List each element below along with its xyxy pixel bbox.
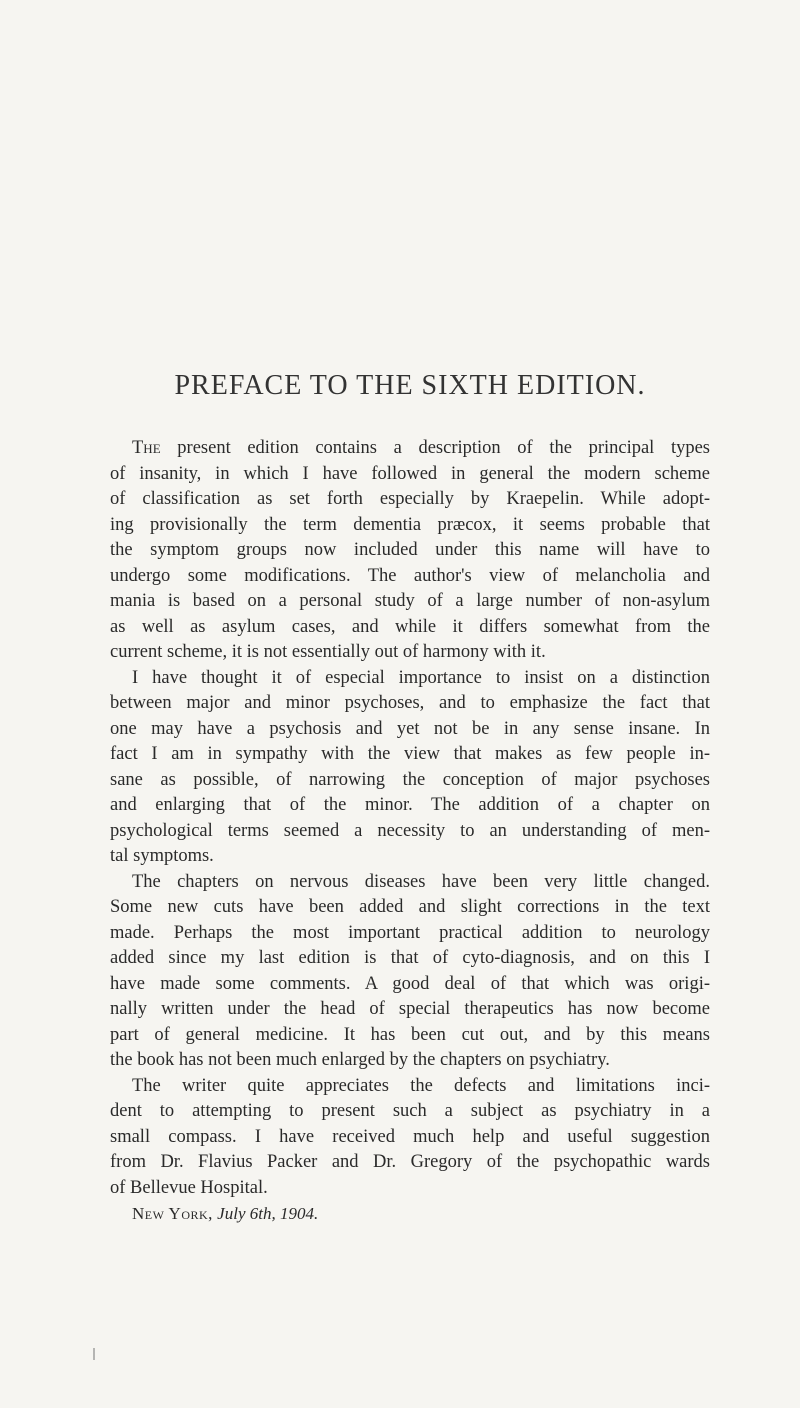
paragraph-3-line-4: added since my last edition is that of cyto-diagnosis, and on this I: [110, 948, 710, 968]
paragraph-2-line-8: tal symptoms.: [110, 846, 214, 866]
paragraph-1-line-6: undergo some modifications. The author's view of melancholia and: [110, 565, 710, 586]
paragraph-4-line-2: dent to attempting to present such a subject as psychiatry in a: [110, 1101, 710, 1121]
paragraph-4-line-5: of Bellevue Hospital.: [110, 1177, 268, 1198]
paragraph-2-line-7: psychological terms seemed a necessity to an understanding of men-: [110, 820, 710, 841]
paragraph-1-line-3: of classification as set forth especially by Kraepelin. While adopt-: [110, 489, 710, 509]
paragraph-2-line-4: fact I am in sympathy with the view that makes as few people in-: [110, 744, 710, 764]
scan-speck: [93, 1348, 95, 1360]
paragraph-1-line-7: mania is based on a personal study of a large number of non-asylum: [110, 591, 710, 611]
paragraph-1-line-5: the symptom groups now included under this name will have to: [110, 540, 710, 560]
paragraph-1-line-8: as well as asylum cases, and while it differs somewhat from the: [110, 616, 710, 637]
paragraph-4-line-4: from Dr. Flavius Packer and Dr. Gregory of the psychopathic wards: [110, 1152, 710, 1172]
paragraph-3-line-3: made. Perhaps the most important practical addition to neurology: [110, 922, 710, 943]
paragraph-4-line-1: The writer quite appreciates the defects and limitations inci-: [132, 1075, 710, 1096]
paragraph-2-line-2: between major and minor psychoses, and to emphasize the fact that: [110, 693, 710, 713]
paragraph-3-line-1: The chapters on nervous diseases have been very little changed.: [132, 871, 710, 892]
paragraph-2-line-6: and enlarging that of the minor. The addition of a chapter on: [110, 795, 710, 815]
signoff-date: July 6th, 1904.: [217, 1204, 319, 1223]
paragraph-2-line-5: sane as possible, of narrowing the conception of major psychoses: [110, 769, 710, 790]
paragraph-3-line-7: part of general medicine. It has been cut out, and by this means: [110, 1024, 710, 1045]
paragraph-1-line-1: The present edition contains a description of the principal types: [132, 438, 711, 458]
preface-body: [110, 436, 710, 1227]
paragraph-2-line-1: I have thought it of especial importance to insist on a distinction: [132, 667, 710, 688]
lead-word: The: [132, 438, 161, 458]
paragraph-1-line-2: of insanity, in which I have followed in general the modern scheme: [110, 463, 710, 484]
paragraph-2-line-3: one may have a psychosis and yet not be in any sense insane. In: [110, 718, 710, 739]
signoff: [110, 1201, 710, 1227]
paragraph-3-line-6: nally written under the head of special therapeutics has now become: [110, 999, 710, 1019]
paragraph-3-line-2: Some new cuts have been added and slight corrections in the text: [110, 897, 710, 917]
paragraph-4-line-3: small compass. I have received much help and useful suggestion: [110, 1126, 710, 1147]
paragraph-1-line-9: current scheme, it is not essentially out of harmony with it.: [110, 642, 546, 662]
paragraph-3-line-5: have made some comments. A good deal of that which was origi-: [110, 973, 710, 994]
paragraph-1-line-4: ing provisionally the term dementia præcox, it seems probable that: [110, 514, 710, 535]
signoff-place: New York,: [132, 1204, 213, 1223]
page-title: PREFACE TO THE SIXTH EDITION.: [174, 370, 646, 401]
paragraph-3-line-8: the book has not been much enlarged by the chapters on psychiatry.: [110, 1050, 610, 1070]
